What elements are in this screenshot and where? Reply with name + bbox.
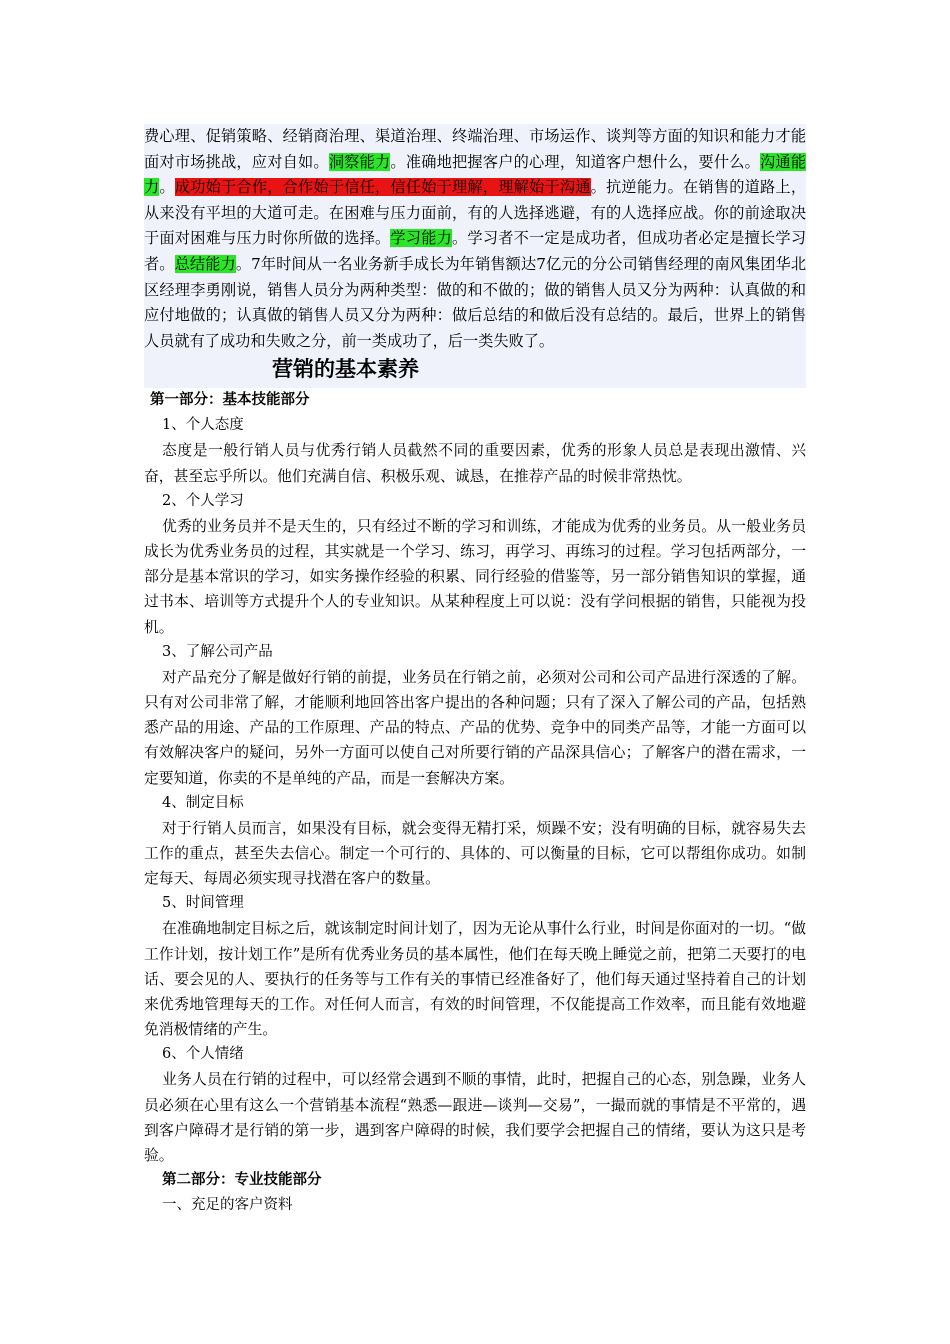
intro-box — [144, 124, 806, 388]
part-two-heading: 第二部分：专业技能部分 — [162, 1172, 322, 1189]
intro-text-4: 。抗逆能力。在销售的道路上，从来没有平坦的大道可走。在困难与压力面前，有的人选择逃避，有的人选择应战。你的前途取决于面对困难与压力时你所做的选择。 — [144, 178, 807, 248]
highlight-red-sentence: 成功始于合作，合作始于信任，信任始于理解，理解始于沟通 — [174, 178, 591, 197]
section-paragraph: 态度是一般行销人员与优秀行销人员截然不同的重要因素，优秀的形象人员总是表现出激情、兴奋，甚至忘乎所以。他们充满自信、积极乐观、诚恳，在推荐产品的时候非常热忱。 — [144, 442, 806, 485]
section-heading: 3、了解公司产品 — [162, 643, 273, 660]
intro-text-2: 。准确地把握客户的心理，知道客户想什么，要什么。 — [390, 152, 761, 171]
section-heading: 2、个人学习 — [162, 492, 244, 509]
highlight-insight: 洞察能力 — [328, 152, 391, 171]
section-heading: 5、时间管理 — [162, 895, 244, 912]
subsection-heading: 一、充足的客户资料 — [162, 1197, 293, 1214]
part-one-heading: 第一部分：基本技能部分 — [150, 392, 310, 409]
section-heading: 6、个人情绪 — [162, 1046, 244, 1063]
highlight-communication: 沟通能力 — [144, 152, 807, 197]
section-paragraph: 对于行销人员而言，如果没有目标，就会变得无精打采，烦躁不安；没有明确的目标，就容易失去工作的重点，甚至失去信心。制定一个可行的、具体的、可以衡量的目标，它可以帮组你成功。如制定每天、每周必须实现寻找潜在客户的数量。 — [144, 819, 806, 888]
intro-text-3: 。 — [159, 178, 175, 197]
highlight-learning: 学习能力 — [390, 229, 453, 248]
document-title: 营销的基本素养 — [272, 357, 419, 382]
intro-text-6: 。7年时间从一名业务新手成长为年销售额达7亿元的分公司销售经理的南风集团华北区经理李勇刚说，销售人员分为两种类型：做的和不做的；做的销售人员又分为两种：认真做的和应付地做的；认真做的销售人员又分为两种：做后总结的和做后没有总结的。最后，世界上的销售人员就有了成功和失败之分，前一类成功了，后一类失败了。 — [144, 254, 807, 350]
highlight-summary: 总结能力 — [174, 254, 236, 273]
document-page — [144, 124, 806, 1218]
section-heading: 4、制定目标 — [162, 794, 244, 811]
intro-paragraph — [144, 124, 806, 354]
intro-text-5: 。学习者不一定是成功者，但成功者必定是擅长学习者。 — [144, 229, 807, 273]
section-paragraph: 优秀的业务员并不是天生的，只有经过不断的学习和训练，才能成为优秀的业务员。从一般业务员成长为优秀业务员的过程，其实就是一个学习、练习，再学习、再练习的过程。学习包括两部分，一部分是基本常识的学习，如实务操作经验的积累、同行经验的借鉴等，另一部分销售知识的掌握，通过书本、培训等方式提升个人的专业知识。从某种程度上可以说：没有学问根据的销售，只能视为投机。 — [144, 517, 806, 636]
section-paragraph: 业务人员在行销的过程中，可以经常会遇到不顺的事情，此时，把握自己的心态，别急躁，业务人员必须在心里有这么一个营销基本流程“熟悉—跟进—谈判—交易”，一撮而就的事情是不平常的，遇到客户障碍才是行销的第一步，遇到客户障碍的时候，我们要学会把握自己的情绪，要认为这只是考验。 — [144, 1071, 806, 1165]
section-paragraph: 在准确地制定目标之后，就该制定时间计划了，因为无论从事什么行业，时间是你面对的一切。“做工作计划，按计划工作”是所有优秀业务员的基本属性，他们在每天晚上睡觉之前，把第二天要打的电话、要会见的人、要执行的任务等与工作有关的事情已经准备好了，他们每天通过坚持着自己的计划来优秀地管理每天的工作。对任何人而言，有效的时间管理，不仅能提高工作效率，而且能有效地避免消极情绪的产生。 — [144, 920, 806, 1039]
section-heading: 1、个人态度 — [162, 417, 244, 434]
section-paragraph: 对产品充分了解是做好行销的前提，业务员在行销之前，必须对公司和公司产品进行深透的了解。只有对公司非常了解，才能顺利地回答出客户提出的各种问题；只有了深入了解公司的产品，包括熟悉产品的用途、产品的工作原理、产品的特点、产品的优势、竞争中的同类产品等，才能一方面可以有效解决客户的疑问，另外一方面可以使自己对所要行销的产品深具信心；了解客户的潜在需求，一定要知道，你卖的不是单纯的产品，而是一套解决方案。 — [144, 668, 806, 787]
intro-text-1: 费心理、促销策略、经销商治理、渠道治理、终端治理、市场运作、谈判等方面的知识和能力才能面对市场挑战，应对自如。 — [144, 127, 806, 171]
